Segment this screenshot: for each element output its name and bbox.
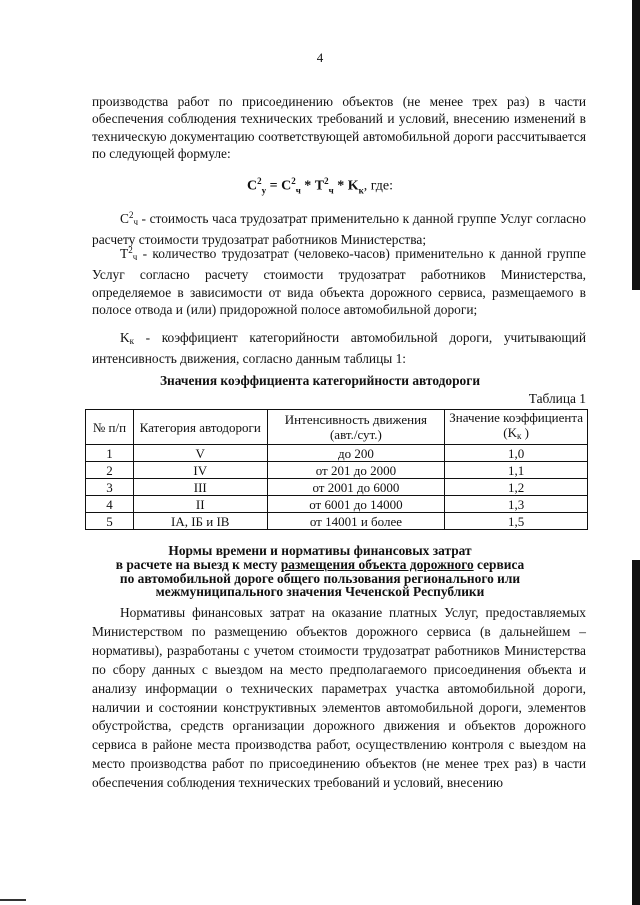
formula-sub: ч [295, 185, 301, 196]
header-coefficient [445, 410, 588, 445]
def-sup: 2 [128, 210, 134, 220]
cell: 1,2 [445, 479, 588, 496]
page-number: 4 [316, 50, 324, 65]
def-text: - количество трудозатрат (человеко-часов) применительно к данной группе Услуг согласно расчету стоимости трудозатрат работников Министерства, определяемое в зависимости от вида объекта дорожного сервиса, размещаемого в полосе отвода и (или) придорожной полосе автомобильной дороги; [92, 246, 586, 318]
coefficient-table [85, 409, 588, 530]
formula-sub: к [358, 185, 364, 196]
section-title-underlined: размещения объекта дорожного [280, 556, 474, 572]
header-coefficient-text: Значение коэффициента (K [449, 410, 583, 440]
header-coefficient-close: ) [521, 425, 529, 440]
definition-t [92, 242, 586, 319]
formula-sub: ч [328, 185, 334, 196]
cell: II [133, 496, 267, 513]
section-title-line [0, 558, 640, 572]
def-symbol: C [120, 211, 129, 226]
formula-op: = [266, 178, 282, 194]
section-title-line: по автомобильной дороге общего пользования регионального или [119, 570, 521, 586]
formula-sup: 2 [257, 176, 262, 186]
cell: 3 [86, 479, 134, 496]
formula-sup: 2 [291, 176, 296, 186]
formula-sub: у [261, 185, 267, 196]
body-paragraph: Нормативы финансовых затрат на оказание платных Услуг, предоставляемых Министерством по размещению объектов дорожного сервиса (в дальнейшем – нормативы), разработаны с учетом стоимости трудозатрат работников Министерства по сбору данных с выездом на место предполагаемого присоединения объекта и анализу информации о технических параметрах участка автомобильной дороги, наличии и состоянии конструктивных элементов автомобильной дороги, элементов обустройства, средств организации дорожного движения и объектов дорожного сервиса в районе места производства работ, осуществлению контроля с выездом на место производства работ по присоединению объектов (не менее трех раз) в части обеспечения соблюдения технических требований и условий, внесению [92, 605, 586, 791]
formula-symbol-t: T [314, 178, 325, 194]
formula-op: * [300, 178, 315, 194]
cell: до 200 [267, 445, 445, 462]
def-symbol: T [120, 246, 129, 261]
formula-symbol-c: C [246, 178, 258, 194]
table-row [86, 513, 588, 530]
cell: от 14001 и более [267, 513, 445, 530]
cell: от 201 до 2000 [267, 462, 445, 479]
cell: 5 [86, 513, 134, 530]
def-sub: ч [133, 217, 138, 227]
formula-tail: , где: [363, 178, 394, 194]
def-text: - стоимость часа трудозатрат применительно к данной группе Услуг согласно расчету стоимости трудозатрат работников Министерства; [92, 211, 586, 248]
formula-sup: 2 [324, 176, 329, 186]
table-row [86, 445, 588, 462]
cell: 1,0 [445, 445, 588, 462]
def-sup: 2 [128, 245, 133, 255]
scan-edge-shadow [632, 560, 640, 905]
section-title [0, 544, 640, 599]
header-num: № п/п [86, 410, 134, 445]
header-category: Категория автодороги [133, 410, 267, 445]
table-row [86, 479, 588, 496]
cell: III [133, 479, 267, 496]
table-label: Таблица 1 [528, 391, 586, 406]
section-title-part: сервиса [473, 556, 525, 572]
cell: 1,3 [445, 496, 588, 513]
section-title-part: в расчете на выезд к месту [115, 556, 281, 572]
formula-op: * [333, 178, 348, 194]
table-row [86, 496, 588, 513]
definition-k [92, 329, 586, 368]
cell: от 2001 до 6000 [267, 479, 445, 496]
section-title-line: межмуниципального значения Чеченской Республики [155, 584, 485, 600]
def-sub: к [129, 336, 135, 346]
def-symbol: K [120, 330, 130, 345]
header-coefficient-sub: к [516, 431, 522, 441]
table-row [86, 462, 588, 479]
formula-symbol-k: K [347, 178, 359, 194]
cell: V [133, 445, 267, 462]
intro-paragraph: производства работ по присоединению объектов (не менее трех раз) в части обеспечения соблюдения технических требований и условий, внесению изменений в техническую документацию соответствующей автомобильной дороги рассчитывается по следующей формуле: [92, 94, 586, 162]
cell: 1 [86, 445, 134, 462]
table-header-row [86, 410, 588, 445]
cell: от 6001 до 14000 [267, 496, 445, 513]
scan-edge-shadow [632, 0, 640, 290]
cell: IA, IБ и IB [133, 513, 267, 530]
cell: 1,1 [445, 462, 588, 479]
cell: IV [133, 462, 267, 479]
def-text: - коэффициент категорийности автомобильной дороги, учитывающий интенсивность движения, согласно данным таблицы 1: [92, 330, 586, 367]
formula [0, 176, 640, 195]
scan-mark [0, 899, 26, 901]
section-title-line: Нормы времени и нормативы финансовых затрат [168, 543, 472, 558]
formula-symbol-c: C [281, 178, 292, 194]
def-sub: ч [132, 252, 138, 262]
header-intensity: Интенсивность движения (авт./сут.) [267, 410, 445, 445]
cell: 2 [86, 462, 134, 479]
cell: 1,5 [445, 513, 588, 530]
cell: 4 [86, 496, 134, 513]
table-title: Значения коэффициента категорийности автодороги [159, 373, 481, 388]
